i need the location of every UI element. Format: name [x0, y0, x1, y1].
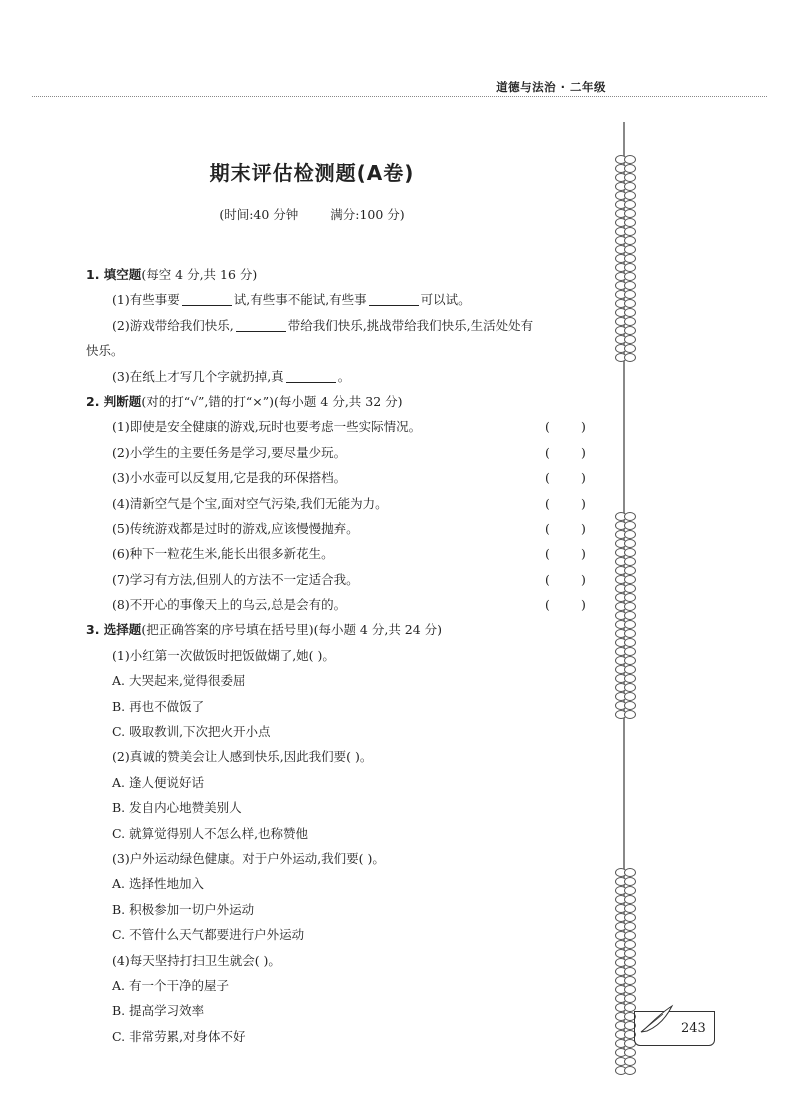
fill-question-3: (3)在纸上才写几个字就扔掉,真 。 [112, 368, 351, 384]
binding-ring [609, 620, 639, 628]
binding-ring [609, 674, 639, 682]
section-1-heading: 1. 填空题(每空 4 分,共 16 分) [86, 267, 258, 282]
binding-ring [609, 263, 639, 271]
binding-ring [609, 656, 639, 664]
judge-item: (8)不开心的事像天上的乌云,总是会有的。 ( ) [86, 592, 606, 617]
binding-ring [609, 665, 639, 673]
binding-ring [609, 994, 639, 1002]
binding-ring [609, 254, 639, 262]
binding-ring [609, 895, 639, 903]
binding-ring [609, 922, 639, 930]
binding-ring [609, 236, 639, 244]
binding-ring [609, 931, 639, 939]
binding-ring [609, 913, 639, 921]
binding-ring [609, 344, 639, 352]
answer-parentheses[interactable]: ( ) [545, 470, 586, 486]
binding-ring [609, 299, 639, 307]
choice-option: C. 吸取教训,下次把火开小点 [112, 724, 271, 740]
binding-ring [609, 227, 639, 235]
section-3-heading: 3. 选择题(把正确答案的序号填在括号里)(每小题 4 分,共 24 分) [86, 622, 443, 638]
answer-blank[interactable] [182, 292, 232, 306]
binding-ring [609, 326, 639, 334]
answer-blank[interactable] [369, 292, 419, 306]
binding-ring [609, 245, 639, 253]
fill-question-2: (2)游戏带给我们快乐, 带给我们快乐,挑战带给我们快乐,生活处处有 [112, 317, 534, 333]
choice-option: A. 选择性地加入 [112, 876, 204, 892]
header-divider [32, 96, 767, 97]
binding-ring [609, 638, 639, 646]
page-title: 期末评估检测题(A卷) [209, 161, 415, 185]
section-2-heading: 2. 判断题(对的打“√”,错的打“×”)(每小题 4 分,共 32 分) [86, 393, 403, 409]
answer-blank[interactable] [286, 369, 336, 383]
binding-ring [609, 1048, 639, 1056]
binding-ring [609, 877, 639, 885]
judge-item: (4)清新空气是个宝,面对空气污染,我们无能为力。 ( ) [86, 491, 606, 516]
choice-option: C. 非常劳累,对身体不好 [112, 1028, 246, 1044]
choice-option: B. 提高学习效率 [112, 1003, 205, 1019]
choice-option: C. 不管什么天气都要进行户外运动 [112, 927, 305, 943]
answer-parentheses[interactable]: ( ) [545, 520, 586, 536]
answer-parentheses[interactable]: ( ) [545, 419, 586, 435]
judge-item: (3)小水壶可以反复用,它是我的环保搭档。 ( ) [86, 465, 606, 490]
judge-item: (1)即使是安全健康的游戏,玩时也要考虑一些实际情况。 ( ) [86, 414, 606, 439]
binding-ring [609, 281, 639, 289]
binding-ring [609, 272, 639, 280]
judge-item: (6)种下一粒花生米,能长出很多新花生。 ( ) [86, 541, 606, 566]
binding-ring [609, 683, 639, 691]
binding-ring [609, 710, 639, 718]
binding-ring [609, 308, 639, 316]
binding-ring [609, 868, 639, 876]
binding-ring [609, 647, 639, 655]
binding-ring [609, 940, 639, 948]
page-number-box [634, 1011, 715, 1046]
answer-parentheses[interactable]: ( ) [545, 495, 586, 511]
choice-question-1: (1)小红第一次做饭时把饭做煳了,她( )。 [112, 647, 335, 663]
binding-ring [609, 191, 639, 199]
choice-option: C. 就算觉得别人不怎么样,也称赞他 [112, 825, 309, 841]
binding-ring [609, 967, 639, 975]
binding-ring [609, 629, 639, 637]
binding-rings-top [609, 155, 639, 362]
choice-option: B. 再也不做饭了 [112, 698, 205, 714]
fill-question-2-continued: 快乐。 [86, 343, 124, 359]
choice-question-4: (4)每天坚持打扫卫生就会( )。 [112, 952, 281, 968]
judge-item: (5)传统游戏都是过时的游戏,应该慢慢抛弃。 ( ) [86, 516, 606, 541]
binding-ring [609, 290, 639, 298]
binding-ring [609, 692, 639, 700]
running-header: 道德与法治 · 二年级 [496, 80, 606, 94]
binding-ring [609, 1057, 639, 1065]
time-limit: (时间:40 分钟 [219, 207, 299, 222]
binding-ring [609, 985, 639, 993]
binding-ring [609, 701, 639, 709]
judge-item: (7)学习有方法,但别人的方法不一定适合我。 ( ) [86, 567, 606, 592]
binding-ring [609, 335, 639, 343]
answer-blank[interactable] [236, 318, 286, 332]
binding-ring [609, 1003, 639, 1011]
binding-ring [609, 904, 639, 912]
choice-option: A. 大哭起来,觉得很委屈 [112, 673, 246, 689]
choice-question-3: (3)户外运动绿色健康。对于户外运动,我们要( )。 [112, 850, 385, 866]
binding-ring [609, 1066, 639, 1074]
binding-ring [609, 353, 639, 361]
choice-option: B. 发自内心地赞美别人 [112, 800, 242, 816]
binding-ring [609, 958, 639, 966]
full-score: 满分:100 分) [330, 207, 405, 222]
binding-ring [609, 317, 639, 325]
judge-list [86, 414, 606, 617]
choice-option: A. 有一个干净的屋子 [112, 977, 229, 993]
binding-ring [609, 976, 639, 984]
answer-parentheses[interactable]: ( ) [545, 571, 586, 587]
exam-info [0, 205, 624, 223]
answer-parentheses[interactable]: ( ) [545, 444, 586, 460]
judge-item: (2)小学生的主要任务是学习,要尽量少玩。 ( ) [86, 440, 606, 465]
answer-parentheses[interactable]: ( ) [545, 597, 586, 613]
quill-icon [639, 1002, 675, 1038]
binding-ring [609, 949, 639, 957]
choice-option: A. 逢人便说好话 [112, 774, 204, 790]
page-number: 243 [681, 1021, 706, 1036]
choice-question-2: (2)真诚的赞美会让人感到快乐,因此我们要( )。 [112, 749, 373, 765]
choice-option: B. 积极参加一切户外运动 [112, 901, 255, 917]
binding-ring [609, 886, 639, 894]
exam-content [86, 262, 606, 1049]
fill-question-1: (1)有些事要 试,有些事不能试,有些事 可以试。 [112, 292, 471, 308]
answer-parentheses[interactable]: ( ) [545, 546, 586, 562]
